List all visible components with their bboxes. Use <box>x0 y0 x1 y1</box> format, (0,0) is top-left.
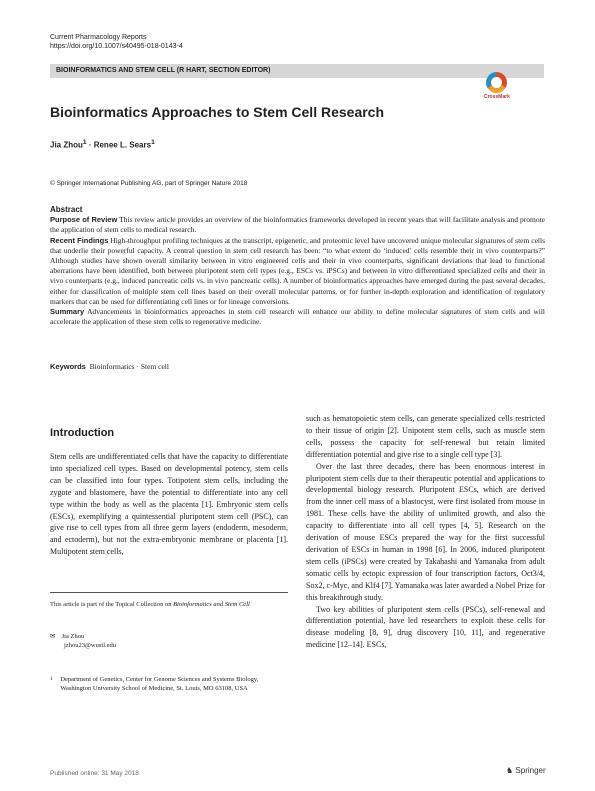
author-affiliation-sup: 1 <box>151 139 155 146</box>
section-heading-introduction: Introduction <box>50 427 115 439</box>
paragraph: Stem cells are undifferentiated cells that have the capacity to differentiate into specialized cell types. Based on developmental potency, stem cells can be classified into four types. Totipotent stem cells, including the zygote and blastomere, have the potential to differentiate into any cell type within the body as well as the placenta [1]. Embryonic stem cells (ESCs), exemplifying a quintessential pluripotent stem cell (PSC), can give rise to cell types from all three germ layers (endoderm, mesoderm, and ectoderm), but not the extra-embryonic membrane or placenta [1]. Multipotent stem cells, <box>50 452 288 557</box>
contact-email[interactable]: jzhou23@wustl.edu <box>64 642 117 649</box>
abstract-purpose-text: This review article provides an overview of the bioinformatics frameworks developed in recent years that will facilitate analysis and promote the application of stem cells to medical research. <box>50 215 545 235</box>
abstract-findings-text: High-throughput profiling techniques at the transcript, epigenetic, and proteomic level have uncovered unique molecular signatures of stem cells that underlie their powerful capacity. A central question in stem cell research has been: “to what extent do ‘induced’ cells resemble their in vivo counterparts?” Although studies have shown overall similarity between in vitro engineered cells and their in vivo counterparts, significant deviations that lead to functional aberrations have been identified, both between pluripotent stem cell types (e.g., ESCs vs. iPSCs) and between in vitro differentiated specialized cells and their in vivo counterparts (e.g., induced pancreatic cells vs. in vivo pancreatic cells). A number of bioinformatics approaches have emerged during the past several decades, either for classification of multiple stem cell lines based on their overall molecular patterns, or for further in-depth exploration and identification of regulatory markers that can be used for differentiating cell lines or for lineage conversions. <box>50 235 545 306</box>
abstract-summary-text: Advancements in bioinformatics approaches in stem cell research will enhance our ability to define molecular signatures of stem cells and will accelerate the application of these stem cells to regenerative medicine. <box>50 307 545 327</box>
paragraph: Over the last three decades, there has been enormous interest in pluripotent stem cells due to their therapeutic potential and applications to developmental biology research. Pluripotent ESCs, which are derived from the inner cell mass of a blastocyst, were first isolated from mouse in 1981. These cells have the ability of unlimited growth, and also the capacity to differentiate into all cell types [4, 5]. Research on the derivation of mouse ESCs prepared the way for the first successful derivation of ESCs in human in 1998 [6]. In 2006, induced pluripotent stem cells (iPSCs) were created by Takahashi and Yamanaka from adult somatic cells by ectopic expression of four transcription factors, Oct3/4, Sox2, c-Myc, and Klf4 [7]. Yamanaka was later awarded a Nobel Prize for this breakthrough study. <box>306 461 545 602</box>
topical-prefix: This article is part of the Topical Collection on <box>50 601 174 608</box>
footnote-divider <box>50 592 288 593</box>
journal-name: Current Pharmacology Reports <box>50 34 147 41</box>
publisher-logo <box>506 766 546 775</box>
author-name[interactable]: Renee L. Sears <box>93 140 152 150</box>
article-title: Bioinformatics Approaches to Stem Cell Research <box>50 104 385 120</box>
springer-horse-icon: ♞ <box>506 766 514 775</box>
affiliation <box>50 675 288 693</box>
crossmark-badge[interactable] <box>486 72 550 98</box>
paragraph: Two key abilities of pluripotent stem cells (PSCs), self-renewal and differentiation potential, have led researchers to exploit these cells for disease modeling [8, 9], drug discovery [10, 11], and regenerative medicine [12–14]. ESCs, <box>306 604 545 650</box>
abstract-summary <box>50 307 545 327</box>
doi-link[interactable]: https://doi.org/10.1007/s40495-018-0143-4 <box>50 43 183 50</box>
journal-header <box>50 33 183 51</box>
crossmark-label: CrossMark <box>484 94 510 100</box>
abstract-findings <box>50 236 545 307</box>
abstract-purpose <box>50 215 545 235</box>
copyright-notice: © Springer International Publishing AG, part of Springer Nature 2018 <box>50 180 248 187</box>
body-column-left <box>50 451 288 558</box>
topical-topic: Bioinformatics and Stem Cell <box>173 601 250 608</box>
keywords-text: Bioinformatics · Stem cell <box>89 362 169 371</box>
corresponding-author <box>50 632 116 650</box>
paragraph: such as hematopoietic stem cells, can generate specialized cells restricted to their tissue of origin [2]. Unipotent stem cells, such as muscle stem cells, possess the capacity for self-renewal but retain limited differentiation potential and give rise to a single cell type [3]. <box>306 414 545 459</box>
publisher-name: Springer <box>515 766 546 775</box>
body-column-right <box>306 413 545 651</box>
abstract-findings-label: Recent Findings <box>50 235 109 245</box>
contact-name: Jia Zhou <box>61 633 85 640</box>
crossmark-icon <box>486 72 507 93</box>
keywords <box>50 362 169 371</box>
author-separator: · <box>86 140 94 150</box>
section-banner: BIOINFORMATICS AND STEM CELL (R HART, SECTION EDITOR) <box>50 64 544 78</box>
affiliation-sup: 1 <box>50 676 53 682</box>
affiliation-text: Department of Genetics, Center for Genome Sciences and Systems Biology, Washington University School of Medicine, St. Louis, MO 63108, USA <box>60 676 259 692</box>
topical-collection-note <box>50 600 288 609</box>
author-affiliation-sup: 1 <box>82 139 87 146</box>
abstract <box>50 205 545 327</box>
abstract-purpose-label: Purpose of Review <box>50 215 118 225</box>
author-name[interactable]: Jia Zhou <box>50 140 83 150</box>
keywords-label: Keywords <box>50 362 86 371</box>
published-date: Published online: 31 May 2018 <box>50 770 139 777</box>
abstract-summary-label: Summary <box>50 307 85 317</box>
author-list <box>50 139 155 150</box>
abstract-heading: Abstract <box>50 205 83 214</box>
envelope-icon: ✉ <box>50 633 56 640</box>
